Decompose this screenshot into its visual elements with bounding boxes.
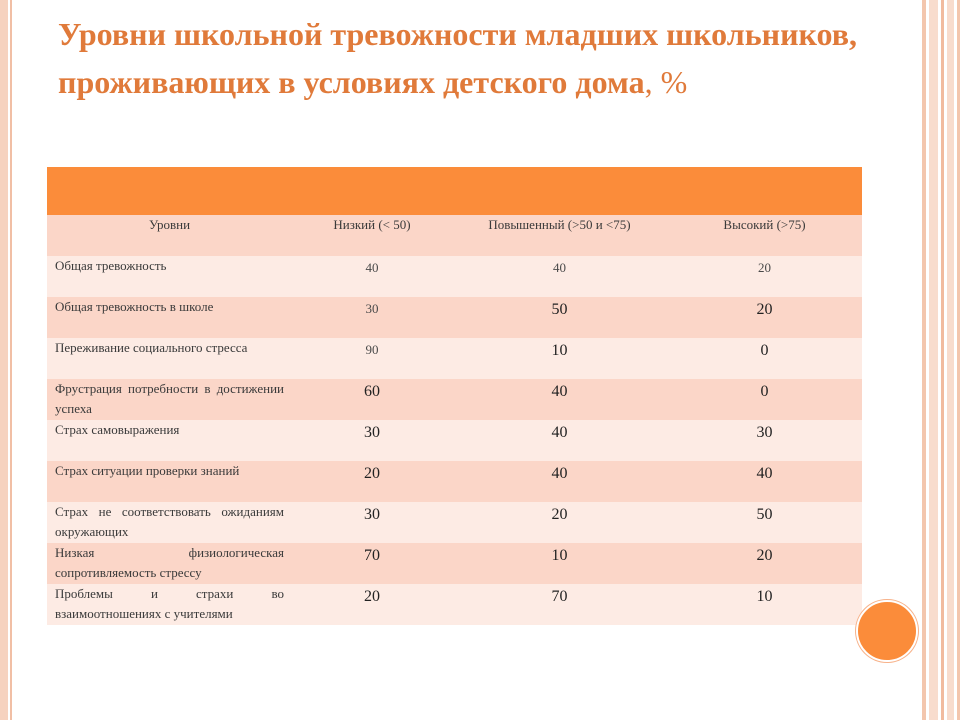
cell-low: 60: [364, 383, 380, 400]
cell-low: 30: [365, 301, 379, 316]
cell-low: 90: [365, 342, 379, 357]
table-row: [47, 502, 862, 543]
cell-elevated: 40: [553, 260, 566, 275]
cell-low: 20: [364, 588, 380, 605]
cell-high: 30: [756, 424, 773, 441]
header-low: Низкий (< 50): [333, 217, 411, 232]
table-header-band: [47, 167, 862, 215]
left-frame-bar: [0, 0, 8, 720]
right-stripe-3: [941, 0, 944, 720]
slide-title-main: Уровни школьной тревожности младших школьников, проживающих в условиях детского дома: [58, 16, 857, 100]
row-label: Фрустрация потребности в достижении успеха: [55, 381, 284, 416]
table-row: [47, 461, 862, 502]
cell-elevated: 20: [551, 506, 568, 523]
slide-title: [58, 10, 888, 106]
table-row: [47, 297, 862, 338]
table-row: [47, 584, 862, 625]
cell-high: 10: [756, 588, 773, 605]
cell-elevated: 40: [551, 383, 568, 400]
table-row: [47, 379, 862, 420]
right-stripe-1: [922, 0, 926, 720]
row-label: Общая тревожность: [55, 258, 167, 273]
cell-low: 30: [364, 506, 380, 523]
left-frame-line: [10, 0, 12, 720]
decorative-circle: [856, 600, 918, 662]
cell-high: 0: [760, 383, 769, 400]
anxiety-table-grid: [47, 215, 862, 625]
table-row: [47, 543, 862, 584]
right-stripe-4: [947, 0, 954, 720]
header-levels: Уровни: [148, 217, 191, 232]
row-label: Страх не соответствовать ожиданиям окружающих: [55, 504, 284, 539]
anxiety-table: [47, 167, 862, 625]
row-label: Проблемы и страхи во взаимоотношениях с учителями: [55, 586, 284, 621]
cell-low: 30: [364, 424, 380, 441]
table-row: [47, 338, 862, 379]
right-stripe-2: [929, 0, 938, 720]
row-label: Страх ситуации проверки знаний: [55, 463, 240, 478]
table-header-row: [47, 215, 862, 256]
cell-high: 0: [760, 342, 769, 359]
row-label: Общая тревожность в школе: [55, 299, 214, 314]
row-label: Низкая физиологическая сопротивляемость стрессу: [55, 545, 284, 580]
cell-low: 20: [364, 465, 380, 482]
cell-elevated: 40: [551, 424, 568, 441]
cell-elevated: 40: [551, 465, 568, 482]
cell-high: 20: [758, 260, 771, 275]
row-label: Переживание социального стресса: [55, 340, 248, 355]
table-row: [47, 256, 862, 297]
cell-high: 20: [756, 547, 773, 564]
cell-elevated: 10: [551, 547, 568, 564]
cell-elevated: 70: [551, 588, 568, 605]
cell-high: 50: [756, 506, 773, 523]
cell-low: 40: [365, 260, 379, 275]
cell-high: 40: [756, 465, 773, 482]
header-high: Высокий (>75): [723, 217, 806, 232]
header-elevated: Повышенный (>50 и <75): [488, 217, 631, 232]
table-row: [47, 420, 862, 461]
cell-elevated: 10: [551, 342, 568, 359]
slide-title-suffix: , %: [644, 64, 688, 100]
cell-low: 70: [364, 547, 380, 564]
cell-elevated: 50: [551, 301, 568, 318]
row-label: Страх самовыражения: [55, 422, 180, 437]
cell-high: 20: [756, 301, 773, 318]
